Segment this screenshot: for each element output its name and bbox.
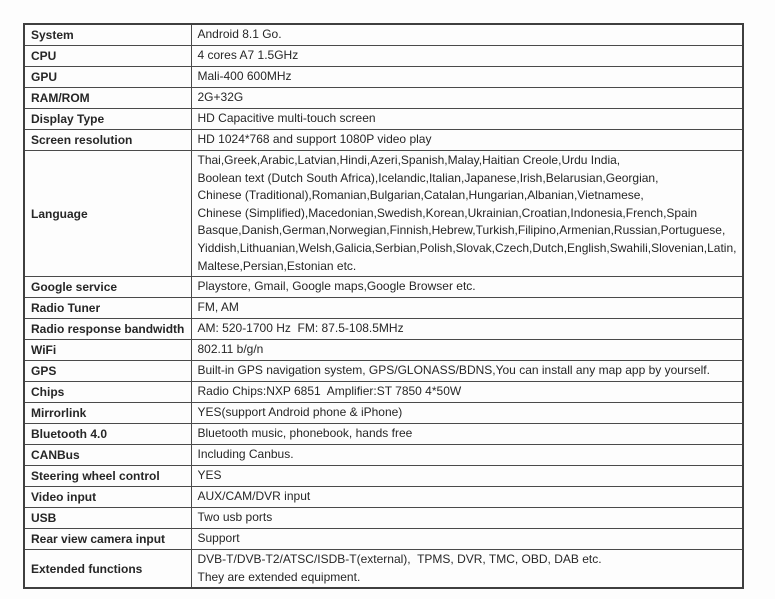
spec-label: RAM/ROM — [24, 88, 191, 109]
spec-label: Language — [24, 151, 191, 277]
spec-value-line: 802.11 b/g/n — [197, 342, 264, 357]
spec-value-line: DVB-T/DVB-T2/ATSC/ISDB-T(external), TPMS, DVR, TMC, OBD, DAB etc. — [197, 552, 602, 567]
table-row — [24, 109, 743, 130]
spec-label: Video input — [24, 487, 191, 508]
spec-value-line: They are extended equipment. — [197, 569, 361, 584]
spec-label: Google service — [24, 277, 191, 298]
spec-value — [191, 277, 743, 298]
spec-value-line: Basque,Danish,German,Norwegian,Finnish,Hebrew,Turkish,Filipino,Armenian,Russian,Portuguese, — [197, 223, 726, 238]
spec-value-line: Support — [197, 531, 240, 546]
spec-label: WiFi — [24, 340, 191, 361]
table-row — [24, 382, 743, 403]
spec-value-line: 2G+32G — [197, 90, 244, 105]
spec-value — [191, 340, 743, 361]
spec-label: GPU — [24, 67, 191, 88]
spec-label: System — [24, 24, 191, 46]
table-row — [24, 277, 743, 298]
spec-value-line: Built-in GPS navigation system, GPS/GLONASS/BDNS,You can install any map app by yourself. — [197, 363, 710, 378]
spec-value — [191, 487, 743, 508]
table-row — [24, 361, 743, 382]
spec-label: Radio Tuner — [24, 298, 191, 319]
spec-table-body — [24, 24, 743, 588]
table-row — [24, 24, 743, 46]
spec-label: CPU — [24, 46, 191, 67]
spec-value-line: Yiddish,Lithuanian,Welsh,Galicia,Serbian,Polish,Slovak,Czech,Dutch,English,Swahili,Slovenian,Latin, — [197, 240, 737, 255]
spec-value-line: Chinese (Traditional),Romanian,Bulgarian,Catalan,Hungarian,Albanian,Vietnamese, — [197, 188, 644, 203]
table-row — [24, 298, 743, 319]
table-row — [24, 67, 743, 88]
spec-value — [191, 403, 743, 424]
table-row — [24, 508, 743, 529]
table-row — [24, 319, 743, 340]
spec-value-line: AUX/CAM/DVR input — [197, 489, 311, 504]
spec-value — [191, 24, 743, 46]
spec-value — [191, 319, 743, 340]
spec-value — [191, 424, 743, 445]
table-row — [24, 403, 743, 424]
table-row — [24, 550, 743, 589]
spec-value-line: FM, AM — [197, 300, 239, 315]
table-row — [24, 424, 743, 445]
spec-value — [191, 361, 743, 382]
spec-value-line: Radio Chips:NXP 6851 Amplifier:ST 7850 4*50W — [197, 384, 462, 399]
spec-label: Mirrorlink — [24, 403, 191, 424]
spec-value-line: Maltese,Persian,Estonian etc. — [197, 258, 357, 273]
spec-value-line: Two usb ports — [197, 510, 273, 525]
spec-value-line: AM: 520-1700 Hz FM: 87.5-108.5MHz — [197, 321, 404, 336]
table-row — [24, 445, 743, 466]
spec-value — [191, 130, 743, 151]
spec-label: Bluetooth 4.0 — [24, 424, 191, 445]
spec-label: Chips — [24, 382, 191, 403]
spec-value — [191, 445, 743, 466]
spec-value-line: YES(support Android phone & iPhone) — [197, 405, 403, 420]
spec-label: Radio response bandwidth — [24, 319, 191, 340]
spec-label: Screen resolution — [24, 130, 191, 151]
spec-value — [191, 109, 743, 130]
spec-value-line: Android 8.1 Go. — [197, 27, 282, 42]
spec-value — [191, 298, 743, 319]
spec-value — [191, 46, 743, 67]
table-row — [24, 151, 743, 277]
spec-value — [191, 550, 743, 589]
table-row — [24, 130, 743, 151]
table-row — [24, 88, 743, 109]
spec-value-line: Bluetooth music, phonebook, hands free — [197, 426, 413, 441]
spec-label: Steering wheel control — [24, 466, 191, 487]
spec-value — [191, 382, 743, 403]
spec-value — [191, 508, 743, 529]
spec-label: USB — [24, 508, 191, 529]
spec-value — [191, 67, 743, 88]
spec-value-line: HD 1024*768 and support 1080P video play — [197, 132, 432, 147]
spec-value — [191, 466, 743, 487]
table-row — [24, 487, 743, 508]
spec-value — [191, 88, 743, 109]
spec-value-line: Boolean text (Dutch South Africa),Icelandic,Italian,Japanese,Irish,Belarusian,Georgian, — [197, 170, 659, 185]
spec-value-line: Including Canbus. — [197, 447, 294, 462]
spec-value — [191, 151, 743, 277]
spec-value-line: Mali-400 600MHz — [197, 69, 292, 84]
table-row — [24, 46, 743, 67]
spec-label: Extended functions — [24, 550, 191, 589]
spec-label: CANBus — [24, 445, 191, 466]
spec-value-line: 4 cores A7 1.5GHz — [197, 48, 299, 63]
table-row — [24, 340, 743, 361]
spec-label: Display Type — [24, 109, 191, 130]
spec-value-line: HD Capacitive multi-touch screen — [197, 111, 376, 126]
spec-label: Rear view camera input — [24, 529, 191, 550]
table-row — [24, 529, 743, 550]
spec-table — [23, 23, 744, 589]
spec-value-line: Playstore, Gmail, Google maps,Google Browser etc. — [197, 279, 476, 294]
table-row — [24, 466, 743, 487]
spec-value — [191, 529, 743, 550]
spec-value-line: Chinese (Simplified),Macedonian,Swedish,Korean,Ukrainian,Croatian,Indonesia,French,Spain — [197, 205, 698, 220]
spec-label: GPS — [24, 361, 191, 382]
spec-value-line: YES — [197, 468, 222, 483]
spec-value-line: Thai,Greek,Arabic,Latvian,Hindi,Azeri,Spanish,Malay,Haitian Creole,Urdu India, — [197, 153, 621, 167]
